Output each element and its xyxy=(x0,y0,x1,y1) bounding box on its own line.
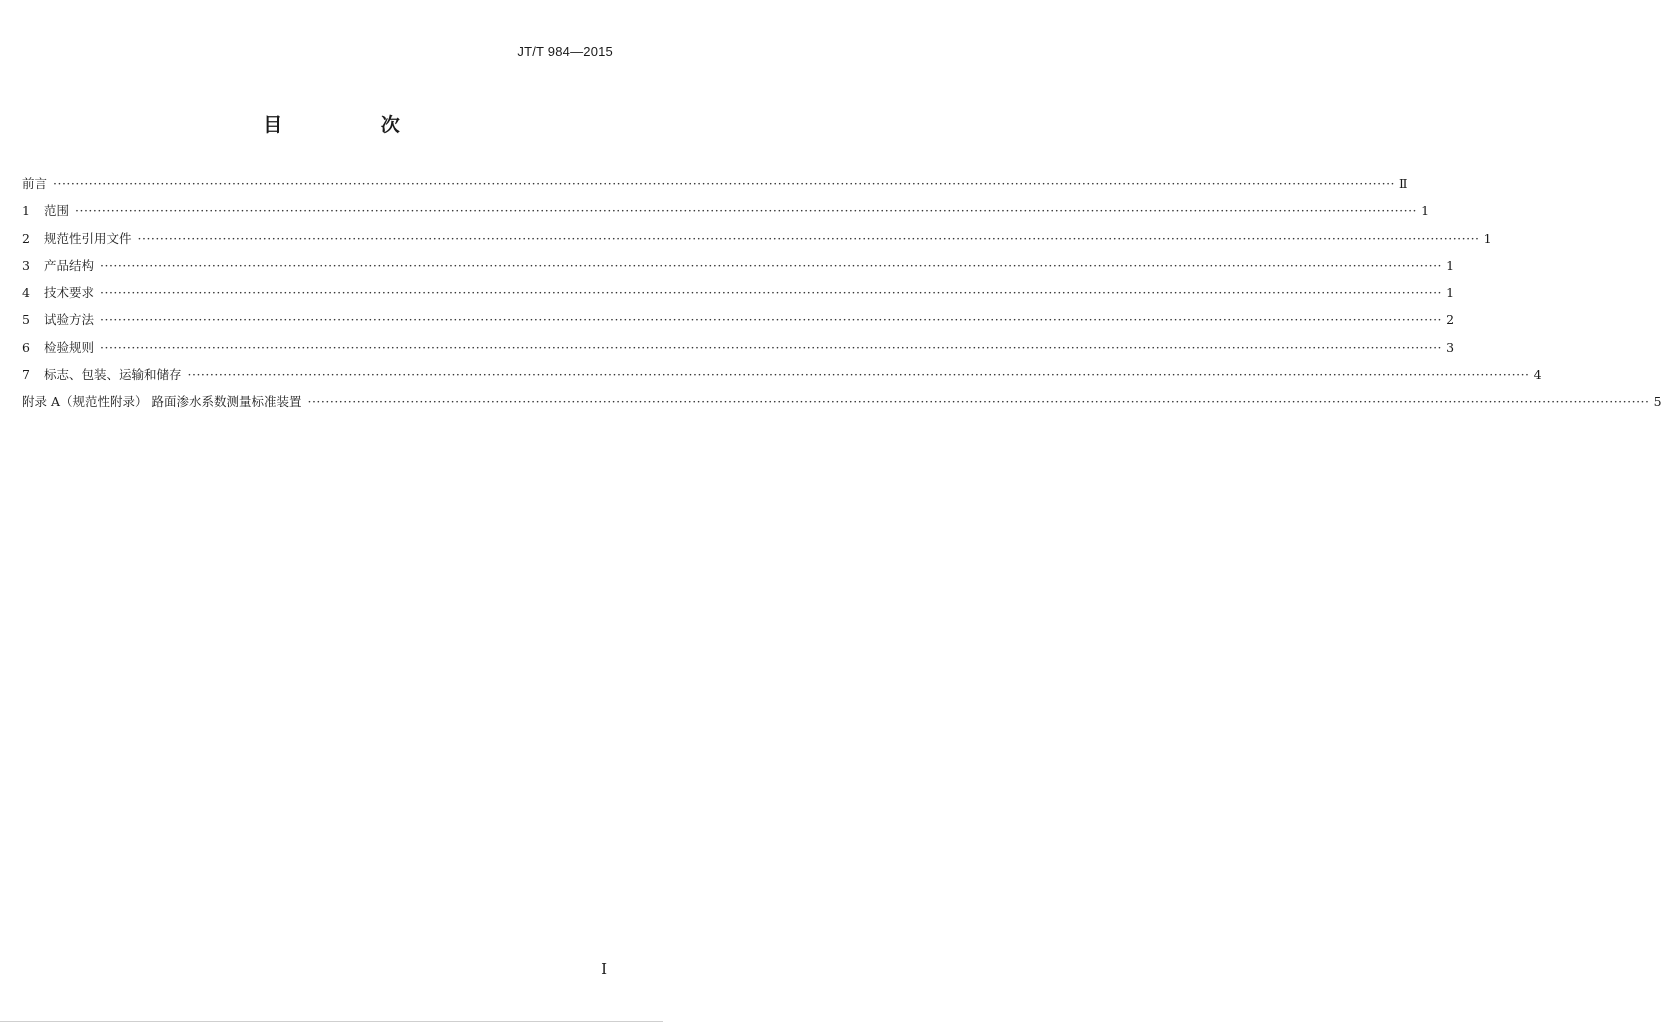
toc-entry-label: 试验方法 xyxy=(44,312,95,328)
toc-entry-number: 3 xyxy=(22,257,30,273)
standard-code: JT/T 984—2015 xyxy=(517,44,613,59)
page-bottom-edge xyxy=(0,1021,663,1022)
toc-entry-6[interactable] xyxy=(22,334,1455,361)
toc-entry-number: 2 xyxy=(22,230,30,246)
toc-entry-number: 1 xyxy=(22,203,30,219)
toc-entry-page: 5 xyxy=(1653,394,1662,410)
toc-entry-number: 7 xyxy=(22,367,30,383)
dot-leader: ············································································································································································································································································································ xyxy=(100,257,1443,273)
toc-entry-page: 2 xyxy=(1446,312,1455,328)
toc-entry-label: 检验规则 xyxy=(44,339,95,355)
toc-entry-page: 1 xyxy=(1446,257,1455,273)
toc-entry-page: Ⅱ xyxy=(1399,176,1408,191)
dot-leader: ············································································································································································································································································································ xyxy=(53,176,1396,191)
toc-entry-page: 1 xyxy=(1421,203,1430,219)
toc-entry-4[interactable] xyxy=(22,279,1455,306)
dot-leader: ············································································································································································································································································································ xyxy=(100,285,1443,301)
toc-entry-number: 5 xyxy=(22,312,30,328)
dot-leader: ············································································································································································································································································································ xyxy=(100,339,1443,355)
dot-leader: ············································································································································································································································································································ xyxy=(187,367,1530,383)
dot-leader: ············································································································································································································································································································ xyxy=(100,312,1443,328)
toc-entry-page: 3 xyxy=(1446,339,1455,355)
toc-entry-7[interactable] xyxy=(22,361,1542,388)
toc-entry-label: 规范性引用文件 xyxy=(44,230,132,246)
page-number: I xyxy=(601,960,607,978)
toc-entry-label: 附录 A（规范性附录） 路面渗水系数测量标准装置 xyxy=(22,394,302,410)
toc-entry-label: 产品结构 xyxy=(44,257,95,273)
toc-entry-5[interactable] xyxy=(22,306,1455,333)
toc-entry-label: 标志、包装、运输和储存 xyxy=(44,367,182,383)
toc-entry-appendix-a[interactable] xyxy=(22,388,1662,415)
dot-leader: ············································································································································································································································································································ xyxy=(137,230,1480,246)
toc-entry-page: 1 xyxy=(1483,230,1492,246)
toc-entry-1[interactable] xyxy=(22,197,1430,224)
toc-entry-number: 4 xyxy=(22,285,30,301)
toc-entry-number: 6 xyxy=(22,339,30,355)
toc-entry-label: 范围 xyxy=(44,203,70,219)
toc-title: 目 次 xyxy=(263,114,446,136)
toc-entry-2[interactable] xyxy=(22,225,1492,252)
toc-entry-page: 1 xyxy=(1446,285,1455,301)
dot-leader: ············································································································································································································································································································ xyxy=(75,203,1418,219)
toc-entry-label: 技术要求 xyxy=(44,285,95,301)
toc-entry-label: 前言 xyxy=(22,176,48,191)
toc-entry-page: 4 xyxy=(1533,367,1542,383)
table-of-contents xyxy=(22,170,1662,416)
toc-entry-3[interactable] xyxy=(22,252,1455,279)
toc-entry-foreword[interactable] xyxy=(22,170,1408,197)
dot-leader: ············································································································································································································································································································ xyxy=(307,394,1650,410)
